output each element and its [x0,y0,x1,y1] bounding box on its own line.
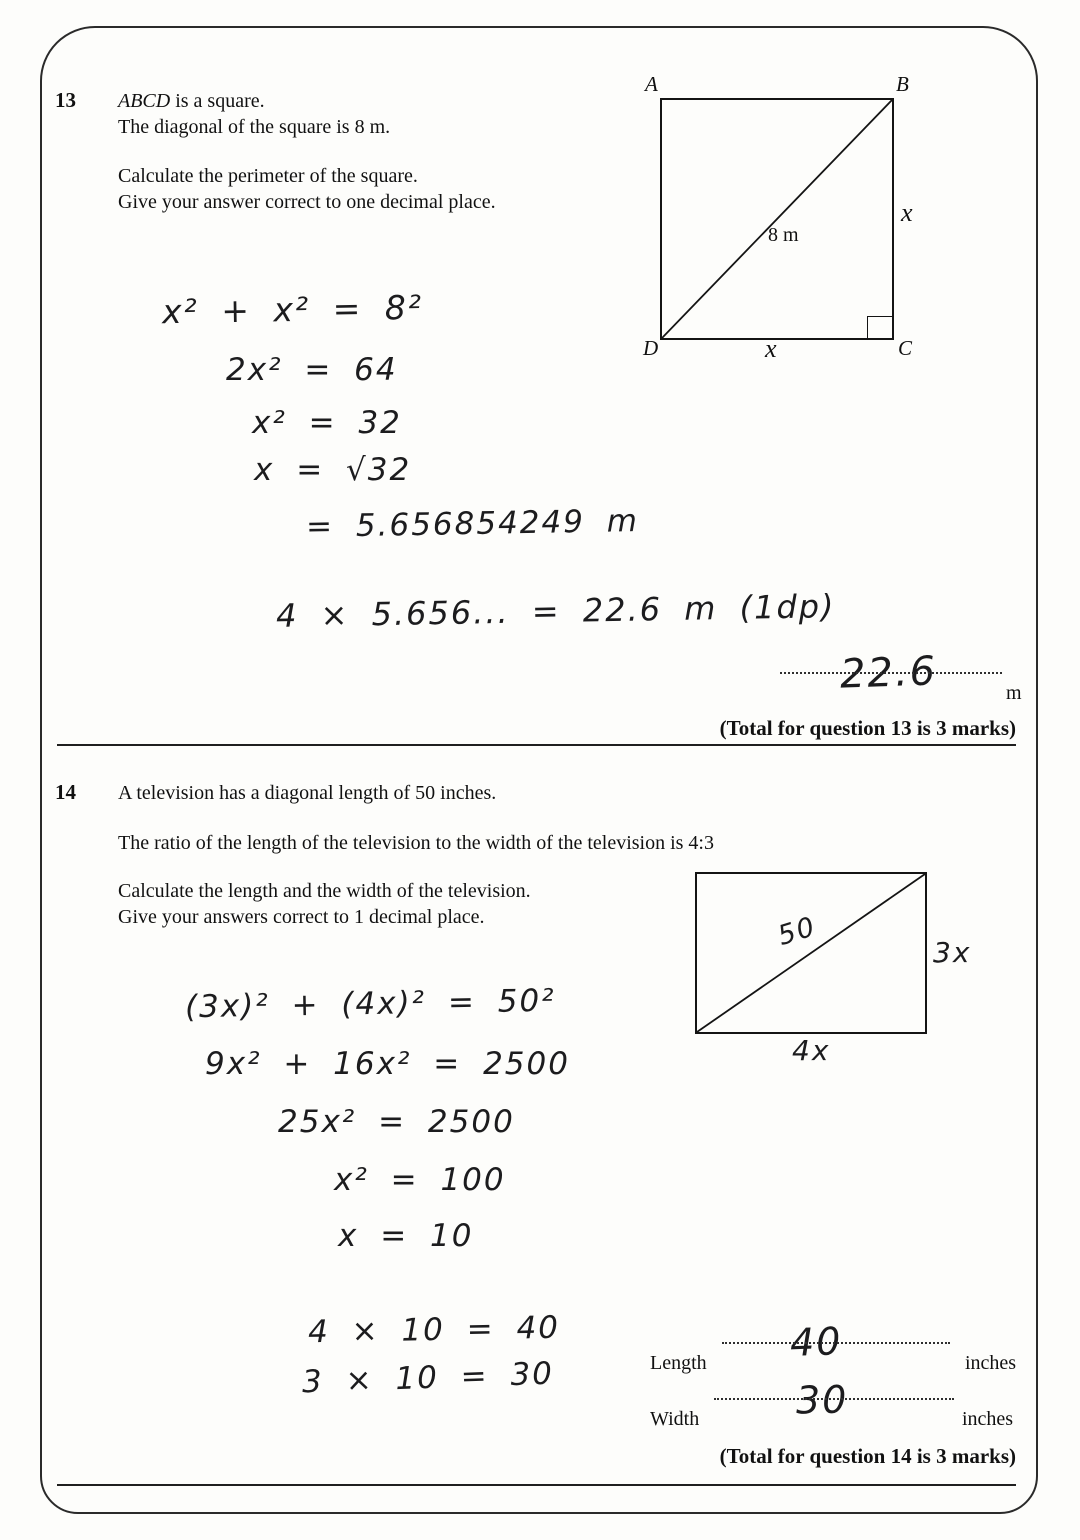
q14-length-value: 40 [789,1319,844,1365]
q13-total-marks: (Total for question 13 is 3 marks) [719,716,1016,740]
right-angle-mark [867,316,892,338]
square-diagram [660,98,894,340]
q13-statement-rest: is a square. [170,90,265,112]
square-side-right-label: x [901,198,913,227]
bottom-divider [57,1484,1016,1486]
q14-statement-1: A television has a diagonal length of 50 inches. [118,782,497,804]
q14-total-marks: (Total for question 14 is 3 marks) [719,1444,1016,1468]
tv-diagonal-label: 50 [774,911,821,952]
q14-length-dots [722,1342,950,1344]
q14-width-label: Width [650,1408,700,1430]
q13-working-line: 4 × 5.656... = 22.6 m (1dp) [275,587,836,635]
q14-length-unit: inches [965,1352,1017,1374]
tv-side-bottom-label: 4x [792,1034,831,1067]
tv-side-right-label: 3x [933,936,972,969]
q14-working-line: 9x² + 16x² = 2500 [205,1046,570,1082]
q13-number: 13 [55,88,76,112]
q13-abcd: ABCD [118,90,171,112]
q14-instruction-2: Give your answers correct to 1 decimal place. [118,906,485,928]
q14-width-value: 30 [795,1377,849,1423]
q13-working-line: x = √32 [254,452,412,488]
q14-working-line: x² = 100 [334,1162,506,1198]
q13-answer-value: 22.6 [839,648,938,698]
corner-label-c: C [898,336,913,360]
q14-working-line: 25x² = 2500 [278,1104,515,1140]
q14-working-line: 3 × 10 = 30 [301,1355,555,1401]
q14-statement-2: The ratio of the length of the television to the width of the television is 4:3 [118,832,714,854]
q13-instruction-2: Give your answer correct to one decimal place. [118,191,496,213]
corner-label-d: D [643,336,659,360]
tv-diagram [695,872,927,1034]
q14-number: 14 [55,780,76,804]
square-side-bottom-label: x [765,334,777,363]
corner-label-b: B [896,72,909,96]
square-diagonal-line [662,100,892,338]
tv-diagonal-line [697,874,925,1032]
q13-working-line: 2x² = 64 [226,352,398,388]
corner-label-a: A [645,72,658,96]
q13-working-line: x² + x² = 8² [161,287,424,332]
square-diagonal-label: 8 m [768,224,799,246]
q13-answer-unit: m [1006,682,1022,704]
q13-statement-1 [118,88,265,114]
q14-working-line: 4 × 10 = 40 [307,1309,561,1351]
section-divider [57,744,1016,746]
q13-answer-dots [780,672,1002,674]
q14-working-line: x = 10 [338,1218,474,1254]
q13-instruction-1: Calculate the perimeter of the square. [118,165,418,187]
q14-length-label: Length [650,1352,707,1374]
q14-width-unit: inches [962,1408,1014,1430]
q13-working-line: = 5.656854249 m [305,503,640,545]
q14-working-line: (3x)² + (4x)² = 50² [184,982,556,1026]
q13-statement-2: The diagonal of the square is 8 m. [118,116,391,138]
q14-width-dots [714,1398,954,1400]
q13-working-line: x² = 32 [252,405,402,441]
q14-instruction-1: Calculate the length and the width of the television. [118,880,531,902]
